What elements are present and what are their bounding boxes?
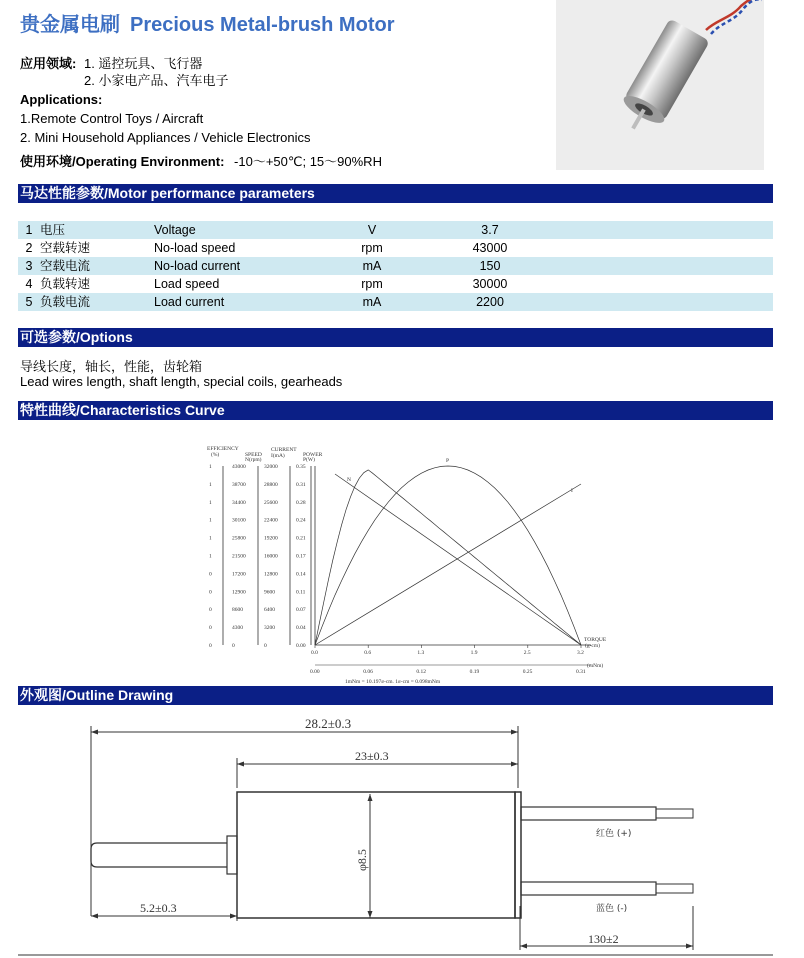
curve-footnote: 1mNm = 10.197g-cm, 1g-cm = 0.098mNm <box>345 679 441 683</box>
power-curve <box>315 466 581 645</box>
speed-tick: 21500 <box>232 553 246 560</box>
row-index: 5 <box>18 293 40 311</box>
efficiency-tick: 0 <box>209 643 212 649</box>
speed-tick: 30100 <box>232 517 246 524</box>
efficiency-curve <box>315 470 581 645</box>
current-tick: 28800 <box>264 481 278 488</box>
x-tick-mnm: 0.00 <box>310 669 320 675</box>
power-tick: 0.00 <box>296 643 306 649</box>
current-curve <box>315 484 581 645</box>
row-index: 4 <box>25 277 33 291</box>
current-tick: 6400 <box>264 607 275 614</box>
power-tick: 0.28 <box>296 499 306 506</box>
options-en: Lead wires length, shaft length, special coils, gearheads <box>20 374 343 389</box>
param-unit: mA <box>314 257 430 275</box>
param-name-en: No-load current <box>154 257 314 275</box>
speed-tick: 0 <box>232 643 235 649</box>
param-unit: mA <box>314 293 430 311</box>
current-axis-title: CURRENT <box>271 447 297 453</box>
speed-tick: 17200 <box>232 571 246 578</box>
efficiency-tick: 0 <box>209 589 212 596</box>
efficiency-tick: 1 <box>209 464 212 470</box>
x-tick-gcm: 2.5 <box>523 650 531 656</box>
table-row <box>18 221 773 239</box>
x-tick-gcm: 1.3 <box>417 650 425 656</box>
current-tick: 19200 <box>264 535 278 542</box>
power-axis-title: POWER <box>303 452 323 458</box>
applications-cn-item1: 1. 遥控玩具、飞行器 <box>83 56 203 71</box>
efficiency-axis-unit: (%) <box>211 452 220 458</box>
title-en: Precious Metal-brush Motor <box>130 14 395 36</box>
x-tick-gcm: 1.9 <box>470 650 478 656</box>
power-tick: 0.31 <box>296 481 306 488</box>
options-cn: 导线长度，轴长，性能，齿轮箱 <box>20 359 203 374</box>
table-row <box>18 293 773 311</box>
power-tick: 0.11 <box>296 589 306 596</box>
page-title <box>20 8 394 37</box>
power-tick: 0.17 <box>296 553 306 560</box>
efficiency-tick: 1 <box>209 553 212 560</box>
param-value: 2200 <box>430 293 550 311</box>
current-tick: 25600 <box>264 499 278 506</box>
section-outline-heading: 外观图/Outline Drawing <box>18 686 773 705</box>
param-name-cn: 负载转速 <box>40 277 91 291</box>
x-tick-mnm: 0.12 <box>416 669 427 675</box>
current-tick: 0 <box>264 643 267 649</box>
x-tick-mnm: 0.31 <box>576 669 586 675</box>
param-name-cn: 空载转速 <box>40 241 91 255</box>
power-axis-unit: P(W) <box>303 457 315 463</box>
speed-axis-title: SPEED <box>245 452 262 458</box>
x-tick-gcm: 0.0 <box>311 650 318 656</box>
current-tick: 3200 <box>264 625 275 632</box>
row-index: 3 <box>18 257 40 275</box>
param-value: 150 <box>430 257 550 275</box>
param-unit: rpm <box>361 241 383 255</box>
dim-shaft-label: 5.2±0.3 <box>140 901 177 915</box>
env-value: -10～+50℃; 15～90%RH <box>234 154 382 169</box>
param-name-cn: 电压 <box>40 221 154 239</box>
section-performance-heading: 马达性能参数/Motor performance parameters <box>18 184 773 203</box>
section-curve-heading: 特性曲线/Characteristics Curve <box>18 401 773 420</box>
param-name-en: Load current <box>154 293 314 311</box>
title-cn: 贵金属电刷 <box>20 12 120 36</box>
current-tick: 16000 <box>264 553 278 560</box>
efficiency-tick: 0 <box>209 607 212 614</box>
param-name-en: No-load speed <box>154 241 236 255</box>
efficiency-tick: 0 <box>209 571 212 578</box>
efficiency-tick: 1 <box>209 481 212 488</box>
row-index: 1 <box>18 221 40 239</box>
applications-en-item2: 2. Mini Household Appliances / Vehicle Electronics <box>20 130 311 145</box>
applications-en-item1: 1.Remote Control Toys / Aircraft <box>20 111 204 126</box>
applications-cn-item2: 2. 小家电产品、汽车电子 <box>84 73 229 88</box>
torque-unit-mnm: (mNm) <box>587 663 604 669</box>
outline-drawing <box>0 706 804 958</box>
applications-en-label: Applications: <box>20 92 103 107</box>
torque-unit-gcm: (g-cm) <box>585 643 600 649</box>
wire-blue-label: 蓝色 (-) <box>596 904 628 914</box>
dim-diameter-label: φ8.5 <box>355 849 369 871</box>
power-tick: 0.07 <box>296 607 306 614</box>
param-name-en: Voltage <box>154 221 314 239</box>
param-value: 43000 <box>472 241 508 255</box>
speed-tick: 8600 <box>232 607 243 614</box>
speed-axis-unit: N(rpm) <box>245 457 262 463</box>
table-row <box>18 257 773 275</box>
efficiency-tick: 0 <box>209 625 212 632</box>
param-name-cn: 空载电流 <box>40 257 154 275</box>
x-tick-mnm: 0.19 <box>469 669 480 675</box>
curve-label-n: N <box>347 477 351 483</box>
applications-cn-label: 应用领域: <box>20 56 77 71</box>
wire-red-label: 红色 (+) <box>596 829 632 839</box>
x-tick-mnm: 0.06 <box>363 669 373 675</box>
efficiency-axis-title: EFFICIENCY <box>207 446 239 452</box>
power-tick: 0.35 <box>296 464 306 470</box>
table-row <box>18 275 773 293</box>
table-row <box>18 239 773 257</box>
env-label: 使用环境/Operating Environment: <box>20 154 225 169</box>
efficiency-tick: 1 <box>209 517 212 524</box>
dim-total-label: 28.2±0.3 <box>305 716 352 731</box>
current-tick: 22400 <box>264 517 278 524</box>
row-index: 2 <box>25 241 33 255</box>
param-name-en: Load speed <box>154 277 220 291</box>
power-tick: 0.21 <box>296 535 306 542</box>
param-value: 3.7 <box>430 221 550 239</box>
dim-lead-label: 130±2 <box>588 932 619 946</box>
efficiency-tick: 1 <box>209 535 212 542</box>
power-tick: 0.04 <box>296 625 306 632</box>
characteristics-curve-chart <box>195 438 615 683</box>
operating-environment <box>20 151 382 170</box>
efficiency-tick: 1 <box>209 499 212 506</box>
x-tick-gcm: 3.2 <box>577 650 584 656</box>
torque-label: TORQUE <box>584 637 607 643</box>
power-tick: 0.24 <box>296 517 306 524</box>
curve-label-p: P <box>446 458 450 464</box>
dim-body-label: 23±0.3 <box>355 749 389 763</box>
section-options-heading: 可选参数/Options <box>18 328 773 347</box>
speed-tick: 25800 <box>232 535 246 542</box>
x-tick-mnm: 0.25 <box>522 669 533 675</box>
param-name-cn: 负载电流 <box>40 293 154 311</box>
speed-tick: 34400 <box>232 499 246 506</box>
speed-tick: 12900 <box>232 589 246 596</box>
speed-tick: 38700 <box>232 481 246 488</box>
performance-table <box>18 221 773 311</box>
x-tick-gcm: 0.6 <box>364 650 372 656</box>
current-tick: 12800 <box>264 571 278 578</box>
param-unit: rpm <box>361 277 383 291</box>
power-tick: 0.14 <box>296 571 306 578</box>
speed-tick: 4300 <box>232 625 243 632</box>
motor-photo <box>556 0 764 170</box>
curve-label-i: I <box>571 488 573 494</box>
current-axis-unit: I(mA) <box>271 453 285 459</box>
param-unit: V <box>314 221 430 239</box>
speed-tick: 43000 <box>232 464 246 470</box>
param-value: 30000 <box>472 277 508 291</box>
current-tick: 9600 <box>264 589 275 596</box>
current-tick: 32000 <box>264 464 278 470</box>
